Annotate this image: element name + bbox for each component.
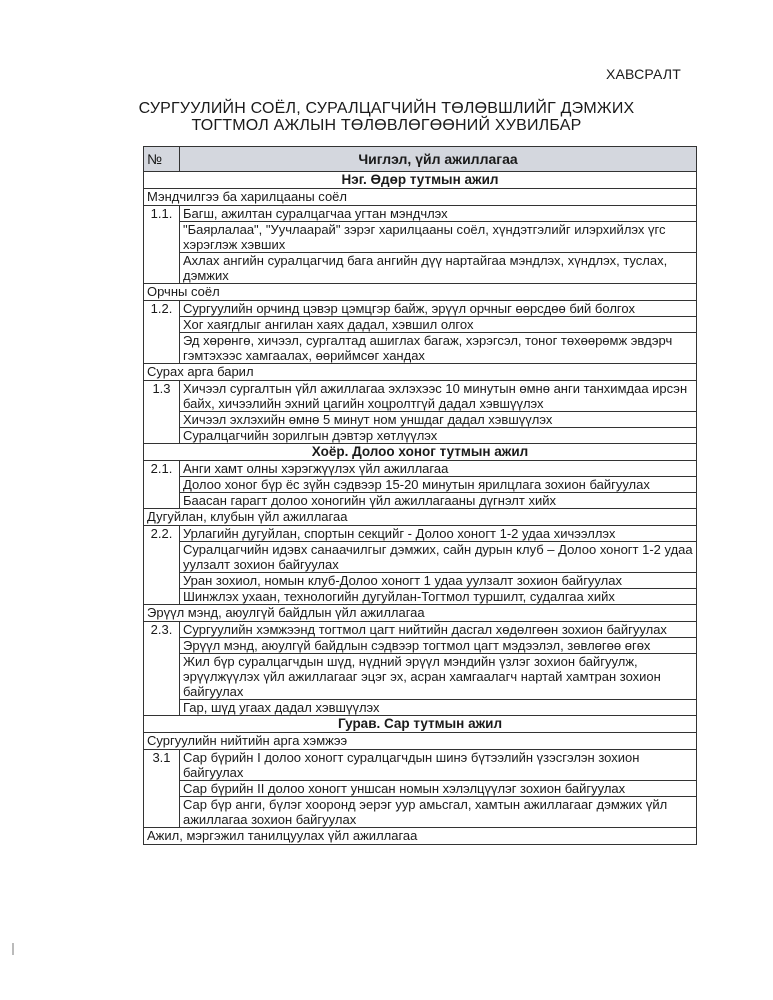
table-row — [144, 301, 697, 317]
group-row — [144, 189, 697, 206]
item-text: Эд хөрөнгө, хичээл, сургалтад ашиглах багаж, хэрэгсэл, тоног төхөөрөмж эвдэрч гэмтэхээс хамгаалах, өөриймсөг хандах — [180, 333, 697, 364]
item-text: Анги хамт олны хэрэгжүүлэх үйл ажиллагаа — [180, 461, 697, 477]
title-line-1: СУРГУУЛИЙН СОЁЛ, СУРАЛЦАГЧИЙН ТӨЛӨВШЛИЙГ ДЭМЖИХ — [138, 100, 635, 117]
item-number: 3.1 — [144, 750, 180, 828]
header-number: № — [144, 147, 180, 172]
group-row — [144, 828, 697, 845]
item-text: Сар бүрийн I долоо хоногт суралцагчдын шинэ бүтээлийн үзэсгэлэн зохион байгуулах — [180, 750, 697, 781]
section-row — [144, 444, 697, 461]
group-title: Мэндчилгээ ба харилцааны соёл — [144, 189, 697, 206]
table-row — [144, 781, 697, 797]
group-title: Сурах арга барил — [144, 364, 697, 381]
table-row — [144, 622, 697, 638]
item-text: Сургуулийн орчинд цэвэр цэмцгэр байж, эрүүл орчныг өөрсдөө бий болгох — [180, 301, 697, 317]
table-row — [144, 412, 697, 428]
table-row — [144, 206, 697, 222]
item-text: Хог хаягдлыг ангилан хаях дадал, хэвшил олгох — [180, 317, 697, 333]
table-row — [144, 381, 697, 412]
section-title: Нэг. Өдөр тутмын ажил — [144, 172, 697, 189]
group-title: Сургуулийн нийтийн арга хэмжээ — [144, 733, 697, 750]
item-text: Багш, ажилтан суралцагчаа угтан мэндчлэх — [180, 206, 697, 222]
item-number: 2.2. — [144, 526, 180, 605]
table-row — [144, 493, 697, 509]
section-title: Хоёр. Долоо хоног тутмын ажил — [144, 444, 697, 461]
section-row — [144, 716, 697, 733]
table-row — [144, 589, 697, 605]
table-row — [144, 333, 697, 364]
item-text: Хичээл сургалтын үйл ажиллагаа эхлэхээс 10 минутын өмнө анги танхимдаа ирсэн байх, хичээлийн эхний цагийн хоцролтгүй дадал хэвшүүлэх — [180, 381, 697, 412]
table-row — [144, 638, 697, 654]
item-text: Ахлах ангийн суралцагчид бага ангийн дүү нартайгаа мэндлэх, хүндлэх, туслах, дэмжих — [180, 253, 697, 284]
group-row — [144, 733, 697, 750]
group-row — [144, 509, 697, 526]
item-text: "Баярлалаа", "Уучлаарай" зэрэг харилцааны соёл, хүндэтгэлийг илэрхийлэх үгс хэрэглэж хэвших — [180, 222, 697, 253]
table-row — [144, 542, 697, 573]
item-number: 2.1. — [144, 461, 180, 509]
table-row — [144, 750, 697, 781]
item-text: Сар бүр анги, бүлэг хооронд эерэг уур амьсгал, хамтын ажиллагааг дэмжих үйл ажиллагаа зохион байгуулах — [180, 797, 697, 828]
group-row — [144, 605, 697, 622]
item-text: Долоо хоног бүр ёс зүйн сэдвээр 15-20 минутын ярилцлага зохион байгуулах — [180, 477, 697, 493]
group-title: Орчны соёл — [144, 284, 697, 301]
section-row — [144, 172, 697, 189]
item-text: Сар бүрийн II долоо хоногт уншсан номын хэлэлцүүлэг зохион байгуулах — [180, 781, 697, 797]
item-number: 2.3. — [144, 622, 180, 716]
item-text: Суралцагчийн зорилгын дэвтэр хөтлүүлэх — [180, 428, 697, 444]
group-row — [144, 364, 697, 381]
item-text: Эрүүл мэнд, аюулгүй байдлын сэдвээр тогтмол цагт мэдээлэл, зөвлөгөө өгөх — [180, 638, 697, 654]
item-text: Суралцагчийн идэвх санаачилгыг дэмжих, сайн дурын клуб – Долоо хоногт 1-2 удаа уулзалт зохион байгуулах — [180, 542, 697, 573]
item-text: Уран зохиол, номын клуб-Долоо хоногт 1 удаа уулзалт зохион байгуулах — [180, 573, 697, 589]
group-row — [144, 284, 697, 301]
item-text: Шинжлэх ухаан, технологийн дугуйлан-Тогтмол туршилт, судалгаа хийх — [180, 589, 697, 605]
scan-mark — [12, 943, 14, 955]
item-text: Гар, шүд угаах дадал хэвшүүлэх — [180, 700, 697, 716]
table-row — [144, 317, 697, 333]
item-text: Сургуулийн хэмжээнд тогтмол цагт нийтийн дасгал хөдөлгөөн зохион байгуулах — [180, 622, 697, 638]
section-title: Гурав. Сар тутмын ажил — [144, 716, 697, 733]
header-direction: Чиглэл, үйл ажиллагаа — [180, 147, 697, 172]
table-row — [144, 573, 697, 589]
table-header-row — [144, 147, 697, 172]
table-row — [144, 797, 697, 828]
group-title: Эрүүл мэнд, аюулгүй байдлын үйл ажиллагаа — [144, 605, 697, 622]
table-row — [144, 654, 697, 700]
item-text: Жил бүр суралцагчдын шүд, нүдний эрүүл мэндийн үзлэг зохион байгуулж, эрүүлжүүлэх үйл ажиллагааг эцэг эх, асран хамгаалагч нартай хамтран зохион байгуулах — [180, 654, 697, 700]
appendix-label: ХАВСРАЛТ — [605, 66, 681, 82]
item-number: 1.2. — [144, 301, 180, 364]
item-text: Баасан гарагт долоо хоногийн үйл ажиллагааны дүгнэлт хийх — [180, 493, 697, 509]
plan-table — [143, 146, 697, 845]
table-row — [144, 526, 697, 542]
item-text: Хичээл эхлэхийн өмнө 5 минут ном уншдаг дадал хэвшүүлэх — [180, 412, 697, 428]
item-number: 1.3 — [144, 381, 180, 444]
item-number: 1.1. — [144, 206, 180, 284]
table-row — [144, 253, 697, 284]
group-title: Дугуйлан, клубын үйл ажиллагаа — [144, 509, 697, 526]
table-row — [144, 428, 697, 444]
table-row — [144, 461, 697, 477]
document-title — [0, 100, 773, 134]
group-title: Ажил, мэргэжил танилцуулах үйл ажиллагаа — [144, 828, 697, 845]
table-row — [144, 477, 697, 493]
item-text: Урлагийн дугуйлан, спортын секцийг - Долоо хоногт 1-2 удаа хичээллэх — [180, 526, 697, 542]
table-row — [144, 700, 697, 716]
table-row — [144, 222, 697, 253]
title-line-2: ТОГТМОЛ АЖЛЫН ТӨЛӨВЛӨГӨӨНИЙ ХУВИЛБАР — [191, 117, 582, 134]
